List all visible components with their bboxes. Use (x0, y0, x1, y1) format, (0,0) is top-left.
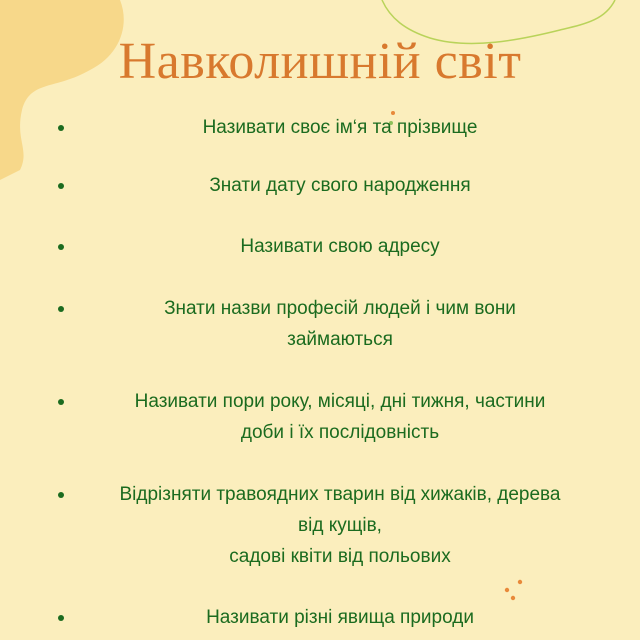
list-item-line: садові квіти від польових (229, 546, 451, 567)
list-item-text (35, 293, 605, 355)
list-item-line: Називати своє ім‘я та прізвище (202, 117, 478, 138)
list-item-text (35, 231, 605, 262)
orange-dot (518, 580, 522, 584)
list-item-line: Знати дату свого народження (209, 175, 471, 196)
list-item-line: доби і їх послідовність (240, 422, 440, 443)
list-item-line: від кущів, (298, 515, 382, 536)
bullet-icon (58, 183, 64, 189)
list-item-line: Називати пори року, місяці, дні тижня, частини (134, 391, 546, 412)
list-item-line: Знати назви професій людей і чим вони (164, 298, 516, 319)
bullet-icon (58, 615, 64, 621)
list-item (0, 479, 640, 572)
orange-dot (511, 596, 515, 600)
list-item-text (35, 112, 605, 143)
bullet-icon (58, 399, 64, 405)
list-item (0, 231, 640, 262)
list-item (0, 170, 640, 201)
list-item-text (35, 602, 605, 633)
list-item-line: Відрізняти травоядних тварин від хижаків, дерева (119, 484, 561, 505)
list-item (0, 602, 640, 633)
list-item (0, 112, 640, 143)
bullet-icon (58, 125, 64, 131)
list-item-text (35, 170, 605, 201)
list-item (0, 386, 640, 448)
bullet-icon (58, 306, 64, 312)
page-title: Навколишній світ (118, 33, 522, 90)
bullet-icon (58, 492, 64, 498)
list-item-text (35, 386, 605, 448)
bullet-icon (58, 244, 64, 250)
list-item-text (35, 479, 605, 572)
orange-dot (505, 588, 509, 592)
list-item-line: Називати свою адресу (240, 236, 440, 257)
list-item-line: Називати різні явища природи (206, 607, 474, 628)
list-item-line: займаються (287, 329, 393, 350)
list-item (0, 293, 640, 355)
